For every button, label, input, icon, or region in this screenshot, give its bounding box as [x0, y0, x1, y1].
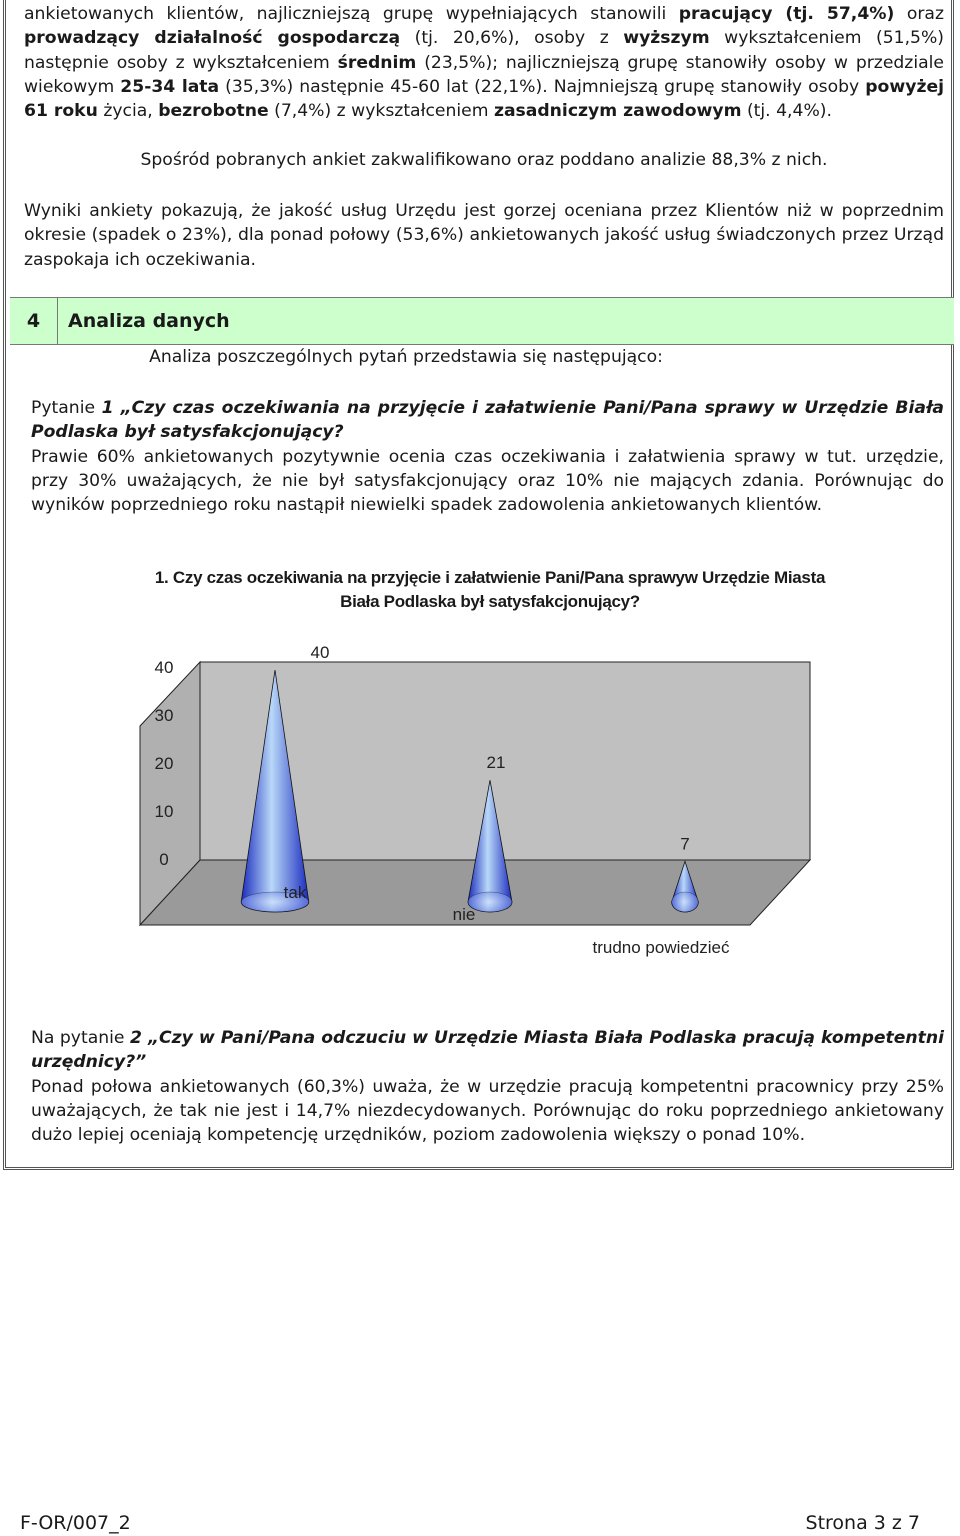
- x-category-label: nie: [452, 905, 476, 924]
- data-value-label: 21: [486, 753, 506, 773]
- text-run: ankietowanych klientów, najliczniejszą grupę wypełniających stanowili: [24, 4, 679, 24]
- text-run-bold: średnim: [337, 52, 417, 73]
- cone-base: [672, 892, 699, 912]
- text-run: (tj. 4,4%).: [741, 101, 832, 122]
- text-run: (23,5%); najliczniejszą grupę stanowiły osoby w przedziale wiekowym: [24, 52, 944, 97]
- question-1-block: [31, 396, 944, 517]
- survey-results-paragraph: Wyniki ankiety pokazują, że jakość usług Urzędu jest gorzej oceniana przez Klientów niż w poprzednim okresie (spadek o 23%), dla ponad połowy (53,6%) ankietowanych jakość usług świadczonych przez Urząd zaspokaja ich oczekiwania.: [24, 201, 944, 270]
- y-tick-label: 0: [159, 850, 169, 869]
- text-run: oraz: [894, 4, 944, 24]
- cone-chart: [120, 620, 840, 980]
- chart-title-line-2: Biała Podlaska był satysfakcjonujący?: [340, 592, 640, 611]
- chart-title: [130, 566, 850, 614]
- question-2-text: 2 „Czy w Pani/Pana odczuciu w Urzędzie Miasta Biała Podlaska pracują kompetentni urzędnicy?”: [31, 1028, 944, 1073]
- text-run-bold: prowadzący działalność gospodarczą: [24, 28, 401, 49]
- y-tick-label: 10: [154, 802, 174, 821]
- text-run-bold: zasadniczym zawodowym: [493, 101, 742, 122]
- text-run-bold: 25-34 lata: [120, 76, 220, 97]
- text-run: życia,: [97, 101, 159, 122]
- y-tick-label: 30: [154, 706, 174, 725]
- question-1-answer: Prawie 60% ankietowanych pozytywnie ocenia czas oczekiwania i załatwienia sprawy w tut. urzędzie, przy 30% uważających, że nie był satysfakcjonujący oraz 10% nie mających zdania. Porównując do wyników poprzedniego roku nastąpił niewielki spadek zadowolenia ankietowanych klientów.: [31, 446, 944, 516]
- demographics-paragraph: [24, 2, 944, 123]
- section-header: [10, 297, 954, 345]
- question-1-text: 1 „Czy czas oczekiwania na przyjęcie i załatwienie Pani/Pana sprawy w Urzędzie Biała Podlaska był satysfakcjonujący?: [31, 398, 944, 443]
- question-prefix: Pytanie: [31, 398, 102, 418]
- text-run: (35,3%) następnie 45-60 lat (22,1%). Najmniejszą grupę stanowiły osoby: [219, 76, 866, 97]
- section-title: Analiza danych: [68, 310, 230, 332]
- y-tick-label: 40: [154, 658, 174, 677]
- text-run-bold: wyższym: [623, 28, 710, 49]
- text-run-bold: pracujący (tj. 57,4%): [678, 4, 895, 24]
- data-value-label: 40: [310, 643, 330, 662]
- chart-title-line-1: 1. Czy czas oczekiwania na przyjęcie i załatwienie Pani/Pana sprawyw Urzędzie Miasta: [154, 568, 826, 587]
- y-tick-label: 20: [154, 754, 174, 773]
- section-number: 4: [10, 298, 58, 344]
- question-2-answer: Ponad połowa ankietowanych (60,3%) uważa, że w urzędzie pracują kompetentni pracownicy przy 25% uważających, że tak nie jest i 14,7% niezdecydowanych. Porównując do roku poprzedniego ankietowany dużo lepiej oceniają kompetencję urzędników, poziom zadowolenia większy o ponad 10%.: [31, 1076, 944, 1146]
- text-run: wykształceniem (51,5%) następnie osoby z wykształceniem: [24, 28, 944, 73]
- footer-form-code: F-OR/007_2: [20, 1512, 131, 1534]
- text-run: (tj. 20,6%), osoby z: [400, 28, 624, 49]
- x-category-label: tak: [283, 883, 307, 902]
- analysis-intro: Analiza poszczególnych pytań przedstawia się następująco:: [149, 347, 663, 367]
- text-run-bold: bezrobotne: [158, 101, 269, 122]
- footer-page-number: Strona 3 z 7: [805, 1512, 920, 1534]
- text-run-bold: powyżej 61 roku: [24, 76, 944, 122]
- data-value-label: 7: [680, 834, 690, 854]
- x-category-label: trudno powiedzieć: [592, 938, 730, 957]
- analysis-scope-paragraph: Spośród pobranych ankiet zakwalifikowano oraz poddano analizie 88,3% z nich.: [140, 150, 828, 170]
- question-2-block: [31, 1026, 944, 1147]
- question-prefix: Na pytanie: [31, 1028, 130, 1048]
- text-run: (7,4%) z wykształceniem: [268, 101, 494, 122]
